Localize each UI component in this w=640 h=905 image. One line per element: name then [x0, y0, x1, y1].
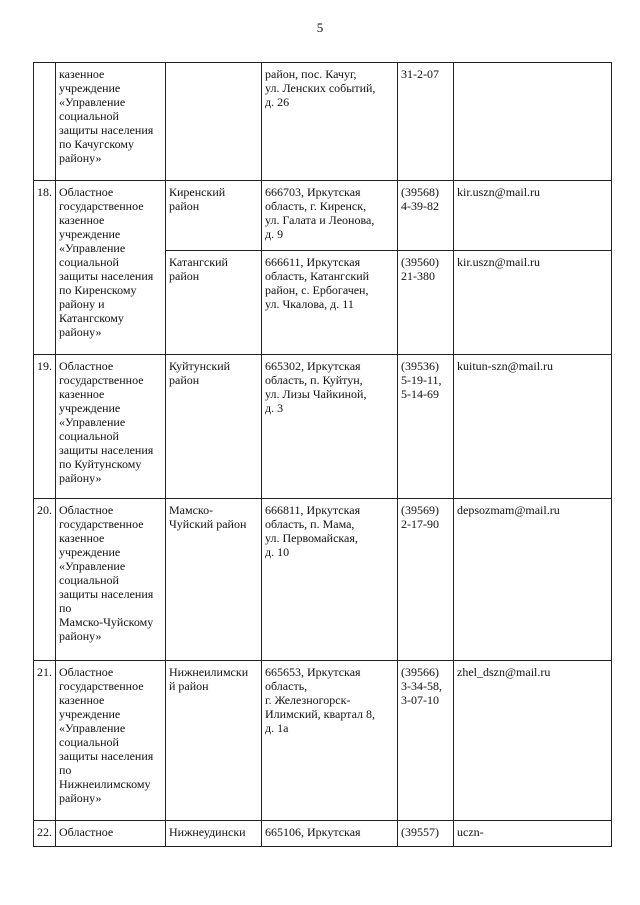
phone-cell: (39568) 4-39-82 — [398, 181, 454, 251]
area-cell: Мамско- Чуйский район — [166, 499, 262, 661]
table-row — [34, 821, 612, 847]
organization-cell: Областное государственное казенное учреждение «Управление социальной защиты населения по Мамско-Чуйскому району» — [56, 499, 166, 661]
email-cell: kir.uszn@mail.ru — [454, 251, 612, 355]
table-row — [34, 181, 612, 251]
phone-cell: (39569) 2-17-90 — [398, 499, 454, 661]
table-row — [34, 499, 612, 661]
phone-cell: (39560) 21-380 — [398, 251, 454, 355]
address-cell: 665106, Иркутская — [262, 821, 398, 847]
row-number: 20. — [34, 499, 56, 661]
phone-cell: (39566) 3-34-58, 3-07-10 — [398, 661, 454, 821]
table-row — [34, 661, 612, 821]
organization-cell: Областное государственное казенное учреждение «Управление социальной защиты населения по Куйтунскому району» — [56, 355, 166, 499]
email-cell: zhel_dszn@mail.ru — [454, 661, 612, 821]
phone-cell: (39557) — [398, 821, 454, 847]
address-cell: 666811, Иркутская область, п. Мама, ул. Первомайская, д. 10 — [262, 499, 398, 661]
row-number — [34, 63, 56, 181]
organization-cell: казенное учреждение «Управление социальной защиты населения по Качугскому району» — [56, 63, 166, 181]
organization-cell: Областное — [56, 821, 166, 847]
phone-cell: 31-2-07 — [398, 63, 454, 181]
area-cell: Куйтунский район — [166, 355, 262, 499]
address-cell: 665302, Иркутская область, п. Куйтун, ул. Лизы Чайкиной, д. 3 — [262, 355, 398, 499]
row-number: 22. — [34, 821, 56, 847]
table-row — [34, 63, 612, 181]
email-cell: kuitun-szn@mail.ru — [454, 355, 612, 499]
email-cell — [454, 63, 612, 181]
area-cell — [166, 63, 262, 181]
address-cell: 665653, Иркутская область, г. Железногорск- Илимский, квартал 8, д. 1а — [262, 661, 398, 821]
email-cell: kir.uszn@mail.ru — [454, 181, 612, 251]
area-cell: Катангский район — [166, 251, 262, 355]
address-cell: район, пос. Качуг, ул. Ленских событий, д. 26 — [262, 63, 398, 181]
area-cell: Нижнеилимски й район — [166, 661, 262, 821]
area-cell: Киренский район — [166, 181, 262, 251]
table-row — [34, 355, 612, 499]
area-cell: Нижнеудински — [166, 821, 262, 847]
email-cell: depsozmam@mail.ru — [454, 499, 612, 661]
page-number: 5 — [316, 20, 324, 35]
row-number: 21. — [34, 661, 56, 821]
organization-cell: Областное государственное казенное учреждение «Управление социальной защиты населения по Нижнеилимскому району» — [56, 661, 166, 821]
organization-cell: Областное государственное казенное учреждение «Управление социальной защиты населения по Киренскому району и Катангскому району» — [56, 181, 166, 355]
row-number: 19. — [34, 355, 56, 499]
address-cell: 666703, Иркутская область, г. Киренск, ул. Галата и Леонова, д. 9 — [262, 181, 398, 251]
row-number: 18. — [34, 181, 56, 355]
address-cell: 666611, Иркутская область, Катангский район, с. Ербогачен, ул. Чкалова, д. 11 — [262, 251, 398, 355]
institutions-table — [33, 62, 612, 847]
phone-cell: (39536) 5-19-11, 5-14-69 — [398, 355, 454, 499]
email-cell: uczn- — [454, 821, 612, 847]
